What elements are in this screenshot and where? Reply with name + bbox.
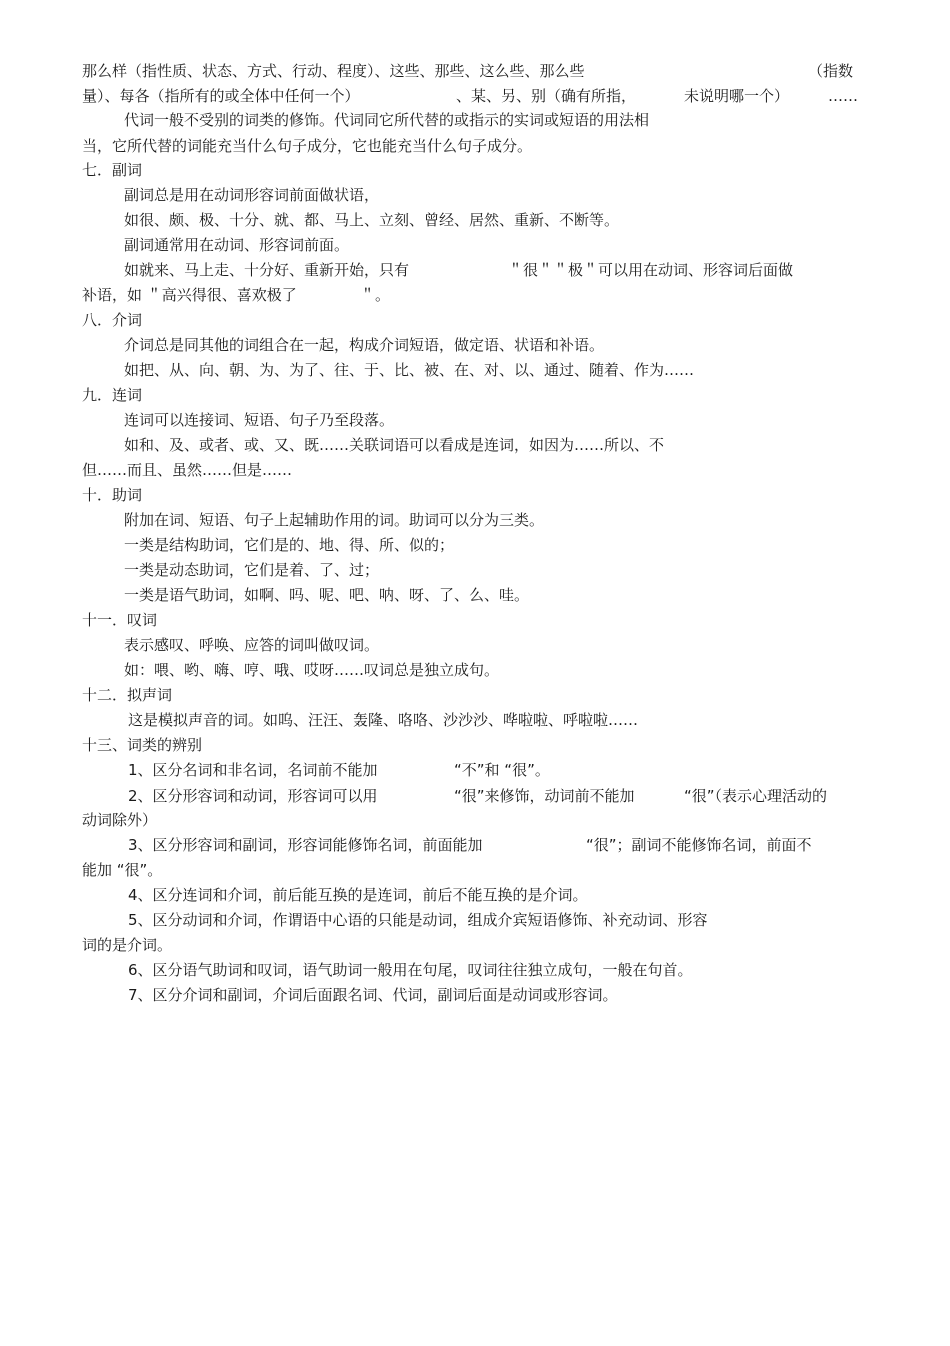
text-segment: 一类是语气助词，如啊、吗、呢、吧、呐、呀、了、么、哇。 (124, 586, 530, 604)
text-line (0, 358, 950, 382)
text-segment: 附加在词、短语、句子上起辅助作用的词。助词可以分为三类。 (124, 511, 545, 529)
section-heading (0, 733, 950, 757)
text-segment: 十二．拟声词 (82, 686, 173, 704)
text-line (0, 258, 950, 282)
text-line (0, 134, 950, 158)
text-line (0, 908, 950, 932)
text-segment: …… (828, 87, 858, 105)
text-segment: 能加 “很”。 (82, 861, 163, 879)
text-line (0, 233, 950, 257)
text-segment: 6、区分语气助词和叹词，语气助词一般用在句尾，叹词往往独立成句，一般在句首。 (128, 961, 693, 979)
text-line (0, 508, 950, 532)
text-segment: 那么样（指性质、状态、方式、行动、程度）、这些、那些、这么些、那么些 (82, 62, 585, 80)
text-segment: 表示感叹、呼唤、应答的词叫做叹词。 (124, 636, 380, 654)
text-segment: （指数 (808, 62, 854, 80)
text-line (0, 958, 950, 982)
text-segment: 、某、另、别（确有所指， (456, 87, 637, 105)
section-heading (0, 308, 950, 332)
text-segment: 副词总是用在动词形容词前面做状语， (124, 186, 380, 204)
text-line (0, 658, 950, 682)
text-line (0, 833, 950, 857)
text-line (0, 758, 950, 782)
text-segment: 如和、及、或者、或、又、既……关联词语可以看成是连词，如因为……所以、不 (124, 436, 665, 454)
text-segment: 4、区分连词和介词，前后能互换的是连词，前后不能互换的是介词。 (128, 886, 588, 904)
section-heading (0, 383, 950, 407)
text-segment: 代词一般不受别的词类的修饰。代词同它所代替的或指示的实词或短语的用法相 (124, 111, 650, 129)
text-line (0, 583, 950, 607)
text-segment: 十．助词 (82, 486, 143, 504)
text-line (0, 433, 950, 457)
text-segment: 八．介词 (82, 311, 143, 329)
text-segment: 但……而且、虽然……但是…… (82, 461, 293, 479)
text-line (0, 558, 950, 582)
text-segment: 副词通常用在动词、形容词前面。 (124, 236, 350, 254)
text-segment: 量）、每各（指所有的或全体中任何一个） (82, 87, 360, 105)
text-segment: 一类是动态助词，它们是着、了、过； (124, 561, 380, 579)
text-segment: 七．副词 (82, 161, 143, 179)
text-line (0, 983, 950, 1007)
section-heading (0, 158, 950, 182)
text-segment: 未说明哪一个） (684, 87, 790, 105)
text-segment: “很”（表示心理活动的 (684, 787, 828, 805)
text-segment: 连词可以连接词、短语、句子乃至段落。 (124, 411, 395, 429)
text-segment: 如很、颇、极、十分、就、都、马上、立刻、曾经、居然、重新、不断等。 (124, 211, 620, 229)
text-line (0, 633, 950, 657)
text-line (0, 208, 950, 232)
text-segment: 7、区分介词和副词，介词后面跟名词、代词，副词后面是动词或形容词。 (128, 986, 618, 1004)
text-segment: “不”和 “很”。 (454, 761, 550, 779)
text-line (0, 883, 950, 907)
text-line (0, 533, 950, 557)
text-line (0, 458, 950, 482)
text-segment: ＂。 (360, 286, 391, 304)
text-segment: 如：喂、哟、嗨、哼、哦、哎呀……叹词总是独立成句。 (124, 661, 500, 679)
text-segment: 一类是结构助词，它们是的、地、得、所、似的； (124, 536, 455, 554)
text-segment: 十三、词类的辨别 (82, 736, 203, 754)
text-line (0, 933, 950, 957)
text-segment: 补语，如 ＂高兴得很、喜欢极了 (82, 286, 297, 304)
text-line (0, 708, 950, 732)
text-line (0, 283, 950, 307)
text-segment: 5、区分动词和介词，作谓语中心语的只能是动词，组成介宾短语修饰、补充动词、形容 (128, 911, 708, 929)
text-segment: 十一．叹词 (82, 611, 158, 629)
text-segment: 词的是介词。 (82, 936, 173, 954)
text-segment: 这是模拟声音的词。如呜、汪汪、轰隆、咯咯、沙沙沙、哗啦啦、呼啦啦…… (128, 711, 639, 729)
text-line (0, 108, 950, 132)
text-segment: 如把、从、向、朝、为、为了、往、于、比、被、在、对、以、通过、随着、作为…… (124, 361, 695, 379)
text-segment: 当，它所代替的词能充当什么句子成分，它也能充当什么句子成分。 (82, 137, 533, 155)
text-segment: 介词总是同其他的词组合在一起，构成介词短语，做定语、状语和补语。 (124, 336, 605, 354)
text-segment: 如就来、马上走、十分好、重新开始，只有 (124, 261, 410, 279)
text-segment: “很”；副词不能修饰名词，前面不 (586, 836, 812, 854)
text-segment: 九．连词 (82, 386, 143, 404)
text-line (0, 808, 950, 832)
text-line (0, 858, 950, 882)
text-segment: 3、区分形容词和副词，形容词能修饰名词，前面能加 (128, 836, 483, 854)
text-line (0, 333, 950, 357)
section-heading (0, 608, 950, 632)
section-heading (0, 683, 950, 707)
text-segment: 动词除外） (82, 811, 158, 829)
text-segment: 2、区分形容词和动词，形容词可以用 (128, 787, 378, 805)
text-line (0, 784, 950, 808)
text-segment: 1、区分名词和非名词，名词前不能加 (128, 761, 378, 779)
text-segment: “很”来修饰，动词前不能加 (454, 787, 635, 805)
text-line (0, 408, 950, 432)
text-line (0, 84, 950, 108)
text-segment: ＂很＂＂极＂可以用在动词、形容词后面做 (508, 261, 794, 279)
text-line (0, 183, 950, 207)
section-heading (0, 483, 950, 507)
text-line (0, 59, 950, 83)
